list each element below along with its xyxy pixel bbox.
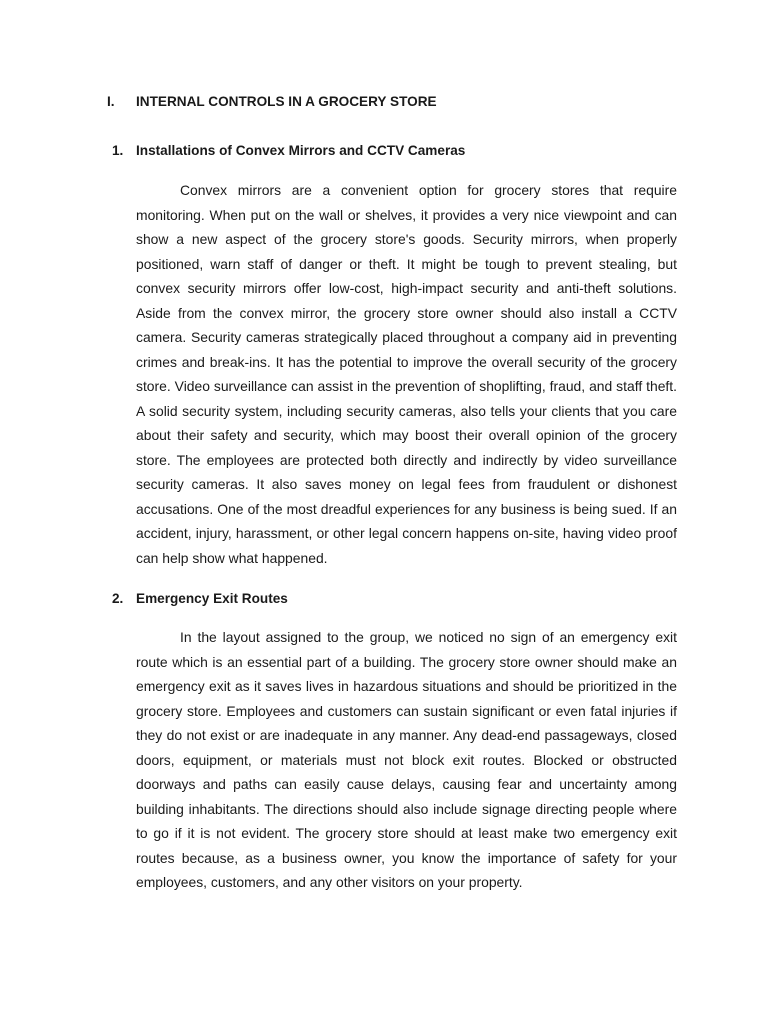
section-title: INTERNAL CONTROLS IN A GROCERY STORE: [136, 94, 437, 109]
subsection-1-paragraph: Convex mirrors are a convenient option for grocery stores that require monitoring. When put on the wall or shelves, it provides a very nice viewpoint and can show a new aspect of the grocery store's goods. Security mirrors, when properly positioned, warn staff of danger or theft. It might be tough to prevent stealing, but convex security mirrors offer low-cost, high-impact security and anti-theft solutions. Aside from the convex mirror, the grocery store owner should also install a CCTV camera. Security cameras strategically placed throughout a company aid in preventing crimes and break-ins. It has the potential to improve the overall security of the grocery store. Video surveillance can assist in the prevention of shoplifting, fraud, and staff theft. A solid security system, including security cameras, also tells your clients that you care about their safety and security, which may boost their overall opinion of the grocery store. The employees are protected both directly and indirectly by video surveillance security cameras. It also saves money on legal fees from fraudulent or dishonest accusations. One of the most dreadful experiences for any business is being sued. If an accident, injury, harassment, or other legal concern happens on-site, having video proof can help show what happened.: [136, 182, 677, 566]
subsection-2-number: 2.: [112, 591, 124, 606]
subsection-1-title: Installations of Convex Mirrors and CCTV Cameras: [136, 143, 466, 158]
subsection-2-paragraph: In the layout assigned to the group, we noticed no sign of an emergency exit route which is an essential part of a building. The grocery store owner should make an emergency exit as it saves lives in hazardous situations and should be prioritized in the grocery store. Employees and customers can sustain significant or even fatal injuries if they do not exist or are inadequate in any manner. Any dead-end passageways, closed doors, equipment, or materials must not block exit routes. Blocked or obstructed doorways and paths can easily cause delays, causing fear and uncertainty among building inhabitants. The directions should also include signage directing people where to go if it is not evident. The grocery store should at least make two emergency exit routes because, as a business owner, you know the importance of safety for your employees, customers, and any other visitors on your property.: [136, 629, 677, 890]
subsection-2-title: Emergency Exit Routes: [136, 591, 288, 606]
section-numeral: I.: [107, 94, 115, 109]
subsection-1-number: 1.: [112, 143, 124, 158]
